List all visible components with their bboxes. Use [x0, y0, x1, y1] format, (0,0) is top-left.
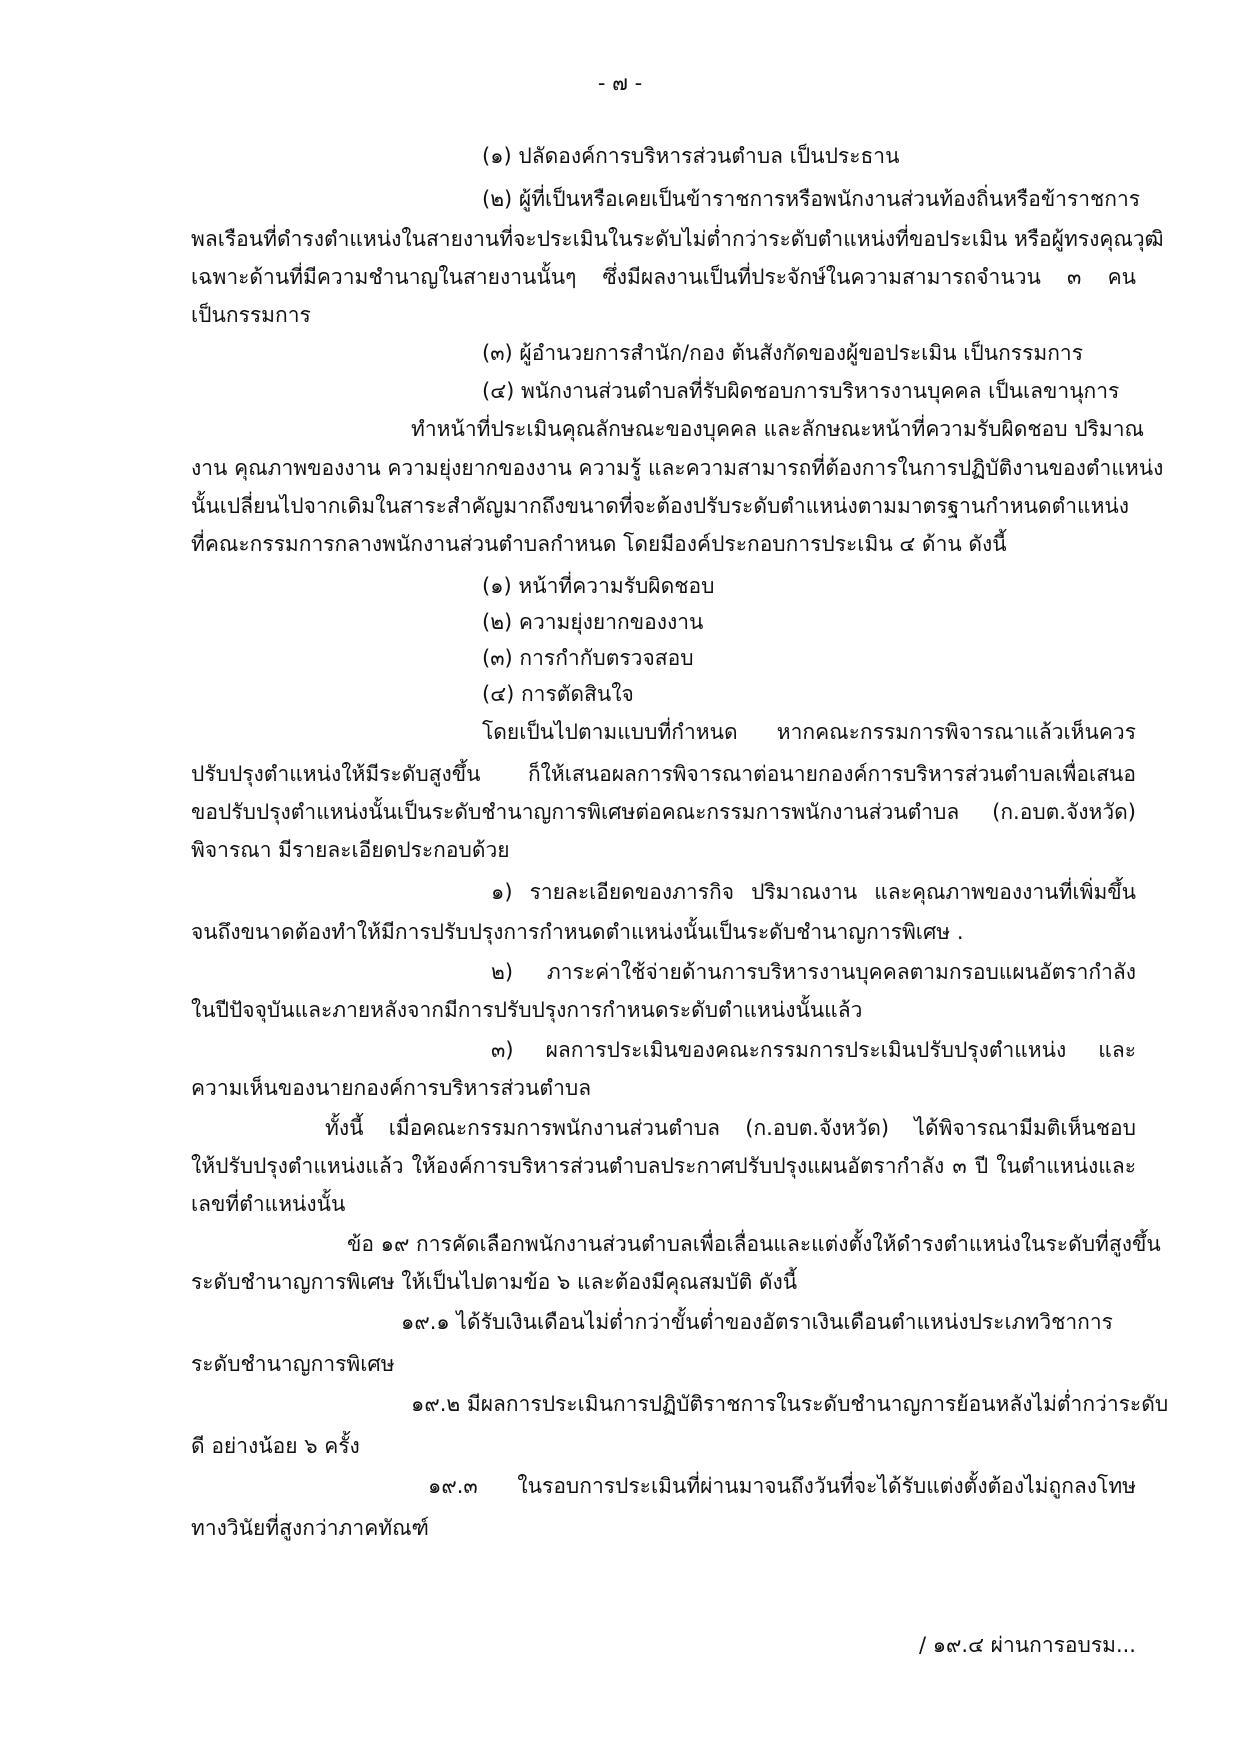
- text-line: จนถึงขนาดต้องทำให้มีการปรับปรุงการกำหนดตำแหน่งนั้นเป็นระดับชำนาญการพิเศษ .: [191, 920, 964, 944]
- text-line: ความเห็นของนายกองค์การบริหารส่วนตำบล: [191, 1076, 592, 1100]
- text-line: (๒) ความยุ่งยากของงาน: [482, 610, 704, 634]
- text-line: (๔) พนักงานส่วนตำบลที่รับผิดชอบการบริหารงานบุคคล เป็นเลขานุการ: [482, 379, 1120, 403]
- text-line: ทำหน้าที่ประเมินคุณลักษณะของบุคคล และลักษณะหน้าที่ความรับผิดชอบ ปริมาณ: [411, 417, 1144, 441]
- text-line: ทางวินัยที่สูงกว่าภาคทัณฑ์: [191, 1516, 429, 1540]
- text-line: ปรับปรุงตำแหน่งให้มีระดับสูงขึ้น ก็ให้เสนอผลการพิจารณาต่อนายกองค์การบริหารส่วนตำบลเพื่อเสนอ: [191, 762, 1136, 786]
- text-line: โดยเป็นไปตามแบบที่กำหนด หากคณะกรรมการพิจารณาแล้วเห็นควร: [482, 720, 1136, 744]
- text-line: ระดับชำนาญการพิเศษ: [191, 1352, 395, 1376]
- text-line: เลขที่ตำแหน่งนั้น: [191, 1192, 346, 1216]
- text-line: เฉพาะด้านที่มีความชำนาญในสายงานนั้นๆ ซึ่งมีผลงานเป็นที่ประจักษ์ในความสามารถจำนวน ๓ คน: [191, 265, 1136, 289]
- text-line: ที่คณะกรรมการกลางพนักงานส่วนตำบลกำหนด โดยมีองค์ประกอบการประเมิน ๔ ด้าน ดังนี้: [191, 532, 1007, 556]
- continuation-note: / ๑๙.๔ ผ่านการอบรม...: [918, 1633, 1136, 1657]
- text-line: (๓) การกำกับตรวจสอบ: [482, 646, 694, 670]
- text-line: ๑) รายละเอียดของภารกิจ ปริมาณงาน และคุณภาพของงานที่เพิ่มขึ้น: [491, 880, 1136, 904]
- text-line: (๔) การตัดสินใจ: [482, 682, 634, 706]
- page-number: - ๗ -: [597, 71, 643, 95]
- text-line: (๑) ปลัดองค์การบริหารส่วนตำบล เป็นประธาน: [482, 144, 900, 168]
- text-line: (๑) หน้าที่ความรับผิดชอบ: [482, 574, 715, 598]
- text-line: (๓) ผู้อำนวยการสำนัก/กอง ต้นสังกัดของผู้ขอประเมิน เป็นกรรมการ: [482, 341, 1083, 365]
- text-line: ๑๙.๒ มีผลการประเมินการปฏิบัติราชการในระดับชำนาญการย้อนหลังไม่ต่ำกว่าระดับ: [411, 1392, 1169, 1416]
- text-line: ในปีปัจจุบันและภายหลังจากมีการปรับปรุงการกำหนดระดับตำแหน่งนั้นแล้ว: [191, 998, 863, 1022]
- text-line: ดี อย่างน้อย ๖ ครั้ง: [191, 1434, 360, 1458]
- text-line: นั้นเปลี่ยนไปจากเดิมในสาระสำคัญมากถึงขนาดที่จะต้องปรับระดับตำแหน่งตามมาตรฐานกำหนดตำแหน่ง: [191, 494, 1130, 518]
- text-line: งาน คุณภาพของงาน ความยุ่งยากของงาน ความรู้ และความสามารถที่ต้องการในการปฏิบัติงานของตำแหน่ง: [191, 456, 1164, 480]
- text-line: ทั้งนี้ เมื่อคณะกรรมการพนักงานส่วนตำบล (ก.อบต.จังหวัด) ได้พิจารณามีมติเห็นชอบ: [325, 1116, 1136, 1140]
- text-line: (๒) ผู้ที่เป็นหรือเคยเป็นข้าราชการหรือพนักงานส่วนท้องถิ่นหรือข้าราชการ: [482, 187, 1141, 211]
- text-line: ขอปรับปรุงตำแหน่งนั้นเป็นระดับชำนาญการพิเศษต่อคณะกรรมการพนักงานส่วนตำบล (ก.อบต.จังหวัด): [191, 800, 1136, 824]
- text-line: ๑๙.๓ ในรอบการประเมินที่ผ่านมาจนถึงวันที่จะได้รับแต่งตั้งต้องไม่ถูกลงโทษ: [428, 1474, 1136, 1498]
- text-line: ระดับชำนาญการพิเศษ ให้เป็นไปตามข้อ ๖ และต้องมีคุณสมบัติ ดังนี้: [191, 1270, 798, 1294]
- text-line: ๑๙.๑ ได้รับเงินเดือนไม่ต่ำกว่าขั้นต่ำของอัตราเงินเดือนตำแหน่งประเภทวิชาการ: [401, 1310, 1113, 1334]
- text-line: เป็นกรรมการ: [191, 303, 311, 327]
- text-line: พลเรือนที่ดำรงตำแหน่งในสายงานที่จะประเมินในระดับไม่ต่ำกว่าระดับตำแหน่งที่ขอประเมิน หรือผู้ทรงคุณวุฒิ: [191, 227, 1164, 251]
- text-line: ให้ปรับปรุงตำแหน่งแล้ว ให้องค์การบริหารส่วนตำบลประกาศปรับปรุงแผนอัตรากำลัง ๓ ปี ในตำแหน่งและ: [191, 1154, 1136, 1178]
- text-line: พิจารณา มีรายละเอียดประกอบด้วย: [191, 838, 510, 862]
- text-line: ๓) ผลการประเมินของคณะกรรมการประเมินปรับปรุงตำแหน่ง และ: [491, 1038, 1136, 1062]
- text-line: ข้อ ๑๙ การคัดเลือกพนักงานส่วนตำบลเพื่อเลื่อนและแต่งตั้งให้ดำรงตำแหน่งในระดับที่สูงขึ้น: [347, 1232, 1161, 1256]
- text-line: ๒) ภาระค่าใช้จ่ายด้านการบริหารงานบุคคลตามกรอบแผนอัตรากำลัง: [491, 960, 1136, 984]
